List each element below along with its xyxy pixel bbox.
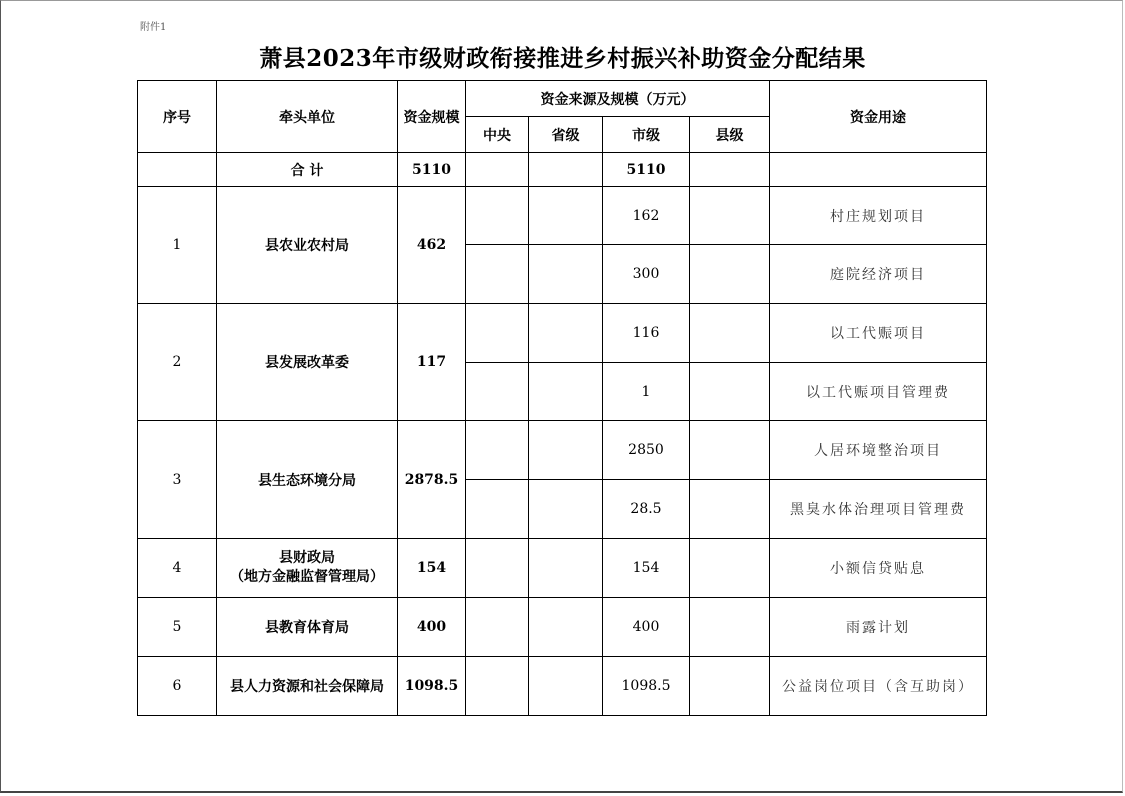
row-city: 116 xyxy=(603,304,690,363)
row-county xyxy=(690,421,770,480)
table-row xyxy=(138,187,987,245)
row-city: 2850 xyxy=(603,421,690,480)
row-scale: 2878.5 xyxy=(398,421,466,539)
attachment-label: 附件1 xyxy=(140,22,167,33)
row-unit: 县人力资源和社会保障局 xyxy=(217,657,398,716)
total-province xyxy=(529,153,603,187)
row-index: 1 xyxy=(138,187,217,304)
row-province xyxy=(529,539,603,598)
row-unit xyxy=(217,539,398,598)
row-central xyxy=(466,304,529,363)
row-central xyxy=(466,598,529,657)
total-county xyxy=(690,153,770,187)
row-city: 400 xyxy=(603,598,690,657)
row-city: 154 xyxy=(603,539,690,598)
row-province xyxy=(529,421,603,480)
row-central xyxy=(466,657,529,716)
row-index: 4 xyxy=(138,539,217,598)
total-usage xyxy=(770,153,987,187)
table-row xyxy=(138,304,987,363)
row-usage: 雨露计划 xyxy=(770,598,987,657)
row-unit: 县发展改革委 xyxy=(217,304,398,421)
row-county xyxy=(690,480,770,539)
row-usage: 公益岗位项目（含互助岗） xyxy=(770,657,987,716)
header-usage: 资金用途 xyxy=(770,81,987,153)
allocation-table xyxy=(137,80,987,716)
row-unit-line1: 县财政局 xyxy=(279,550,335,566)
row-county xyxy=(690,363,770,421)
total-central xyxy=(466,153,529,187)
row-usage: 庭院经济项目 xyxy=(770,245,987,304)
row-county xyxy=(690,657,770,716)
row-county xyxy=(690,539,770,598)
row-scale: 117 xyxy=(398,304,466,421)
row-city: 162 xyxy=(603,187,690,245)
row-province xyxy=(529,480,603,539)
header-unit: 牵头单位 xyxy=(217,81,398,153)
row-index: 3 xyxy=(138,421,217,539)
row-central xyxy=(466,363,529,421)
header-city: 市级 xyxy=(603,117,690,153)
row-usage: 人居环境整治项目 xyxy=(770,421,987,480)
row-central xyxy=(466,245,529,304)
row-scale: 400 xyxy=(398,598,466,657)
row-province xyxy=(529,363,603,421)
row-central xyxy=(466,480,529,539)
row-scale: 1098.5 xyxy=(398,657,466,716)
row-county xyxy=(690,187,770,245)
row-county xyxy=(690,598,770,657)
row-index: 2 xyxy=(138,304,217,421)
row-unit: 县教育体育局 xyxy=(217,598,398,657)
row-city: 28.5 xyxy=(603,480,690,539)
header-scale: 资金规模 xyxy=(398,81,466,153)
total-index-cell xyxy=(138,153,217,187)
document-title: 萧县2023年市级财政衔接推进乡村振兴补助资金分配结果 xyxy=(259,45,866,72)
row-province xyxy=(529,245,603,304)
row-unit: 县农业农村局 xyxy=(217,187,398,304)
header-source-group: 资金来源及规模（万元） xyxy=(466,81,770,117)
row-county xyxy=(690,304,770,363)
row-city: 1098.5 xyxy=(603,657,690,716)
table-row xyxy=(138,539,987,598)
total-city: 5110 xyxy=(603,153,690,187)
row-city: 1 xyxy=(603,363,690,421)
row-central xyxy=(466,539,529,598)
row-central xyxy=(466,421,529,480)
row-county xyxy=(690,245,770,304)
row-index: 5 xyxy=(138,598,217,657)
header-county: 县级 xyxy=(690,117,770,153)
row-usage: 以工代赈项目管理费 xyxy=(770,363,987,421)
table-row xyxy=(138,598,987,657)
row-central xyxy=(466,187,529,245)
row-province xyxy=(529,304,603,363)
row-scale: 154 xyxy=(398,539,466,598)
row-province xyxy=(529,187,603,245)
total-label: 合 计 xyxy=(217,153,398,187)
header-central: 中央 xyxy=(466,117,529,153)
header-province: 省级 xyxy=(529,117,603,153)
row-usage: 以工代赈项目 xyxy=(770,304,987,363)
row-usage: 村庄规划项目 xyxy=(770,187,987,245)
row-usage: 黑臭水体治理项目管理费 xyxy=(770,480,987,539)
header-index: 序号 xyxy=(138,81,217,153)
table-row xyxy=(138,421,987,480)
row-index: 6 xyxy=(138,657,217,716)
total-scale: 5110 xyxy=(398,153,466,187)
row-usage: 小额信贷贴息 xyxy=(770,539,987,598)
row-unit-line2: （地方金融监督管理局） xyxy=(230,569,384,585)
row-unit: 县生态环境分局 xyxy=(217,421,398,539)
header-row-1 xyxy=(138,81,987,117)
row-scale: 462 xyxy=(398,187,466,304)
table-row xyxy=(138,657,987,716)
row-province xyxy=(529,598,603,657)
row-province xyxy=(529,657,603,716)
row-city: 300 xyxy=(603,245,690,304)
total-row xyxy=(138,153,987,187)
